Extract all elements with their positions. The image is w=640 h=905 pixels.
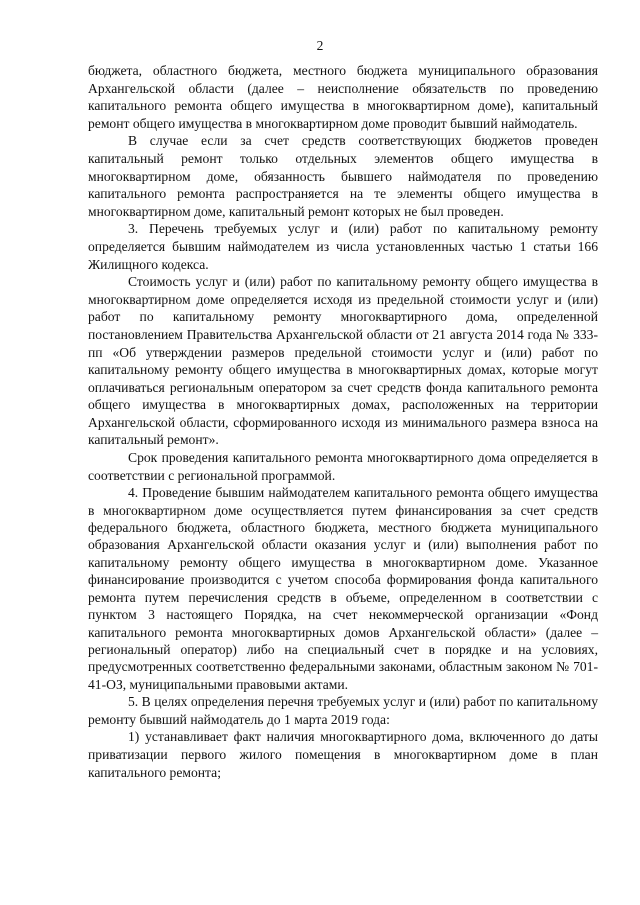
paragraph-cost-determination: Стоимость услуг и (или) работ по капитальному ремонту общего имущества в многоквартирном доме определяется исходя из предельной стоимости услуг и (или) работ по капитальному ремонту многоквартирного дома, определенной постановлением Правительства Архангельской области от 21 августа 2014 года № 333-пп «Об утверждении размеров предельной стоимости услуг и (или) работ по капитальному ремонту общего имущества в многоквартирных домах, которые могут оплачиваться региональным оператором за счет средств фонда капитального ремонта общего имущества в многоквартирных домах, расположенных на территории Архангельской области, сформированного исходя из минимального размера взноса на капитальный ремонт».: [88, 274, 598, 448]
document-body: [88, 62, 598, 781]
paragraph-item-3-services-list: 3. Перечень требуемых услуг и (или) работ по капитальному ремонту определяется бывшим наймодателем из числа установленных частью 1 статьи 166 Жилищного кодекса.: [88, 221, 598, 272]
paragraph-repair-term: Срок проведения капитального ремонта многоквартирного дома определяется в соответствии с региональной программой.: [88, 450, 598, 483]
paragraph-item-5-deadline: 5. В целях определения перечня требуемых услуг и (или) работ по капитальному ремонту бывший наймодатель до 1 марта 2019 года:: [88, 694, 598, 727]
paragraph-partial-repair: В случае если за счет средств соответствующих бюджетов проведен капитальный ремонт только отдельных элементов общего имущества в многоквартирном доме, обязанность бывшего наймодателя по проведению капитального ремонта распространяется на те элементы общего имущества в многоквартирном доме, капитальный ремонт которых не был проведен.: [88, 133, 598, 219]
paragraph-budget-continuation: бюджета, областного бюджета, местного бюджета муниципального образования Архангельской области (далее – неисполнение обязательств по проведению капитального ремонта общего имущества в многоквартирном доме), капитальный ремонт общего имущества в многоквартирном доме проводит бывший наймодатель.: [88, 63, 598, 131]
paragraph-subitem-1: 1) устанавливает факт наличия многоквартирного дома, включенного до даты приватизации первого жилого помещения в многоквартирном доме в план капитального ремонта;: [88, 729, 598, 780]
paragraph-item-4-financing: 4. Проведение бывшим наймодателем капитального ремонта общего имущества в многоквартирном доме осуществляется путем финансирования за счет средств федерального бюджета, областного бюджета, местного бюджета муниципального образования Архангельской области оказания услуг и (или) выполнения работ по капитальному ремонту общего имущества в многоквартирном доме. Указанное финансирование производится с учетом способа формирования фонда капитального ремонта путем перечисления средств в объеме, определенном в соответствии с пунктом 3 настоящего Порядка, на счет некоммерческой организации «Фонд капитального ремонта многоквартирных домов Архангельской области» (далее – региональный оператор) либо на специальный счет в порядке и на условиях, предусмотренных соответственно федеральными законами, областным законом № 701-41-ОЗ, муниципальными правовыми актами.: [88, 485, 598, 692]
page-number: 2: [316, 38, 324, 53]
